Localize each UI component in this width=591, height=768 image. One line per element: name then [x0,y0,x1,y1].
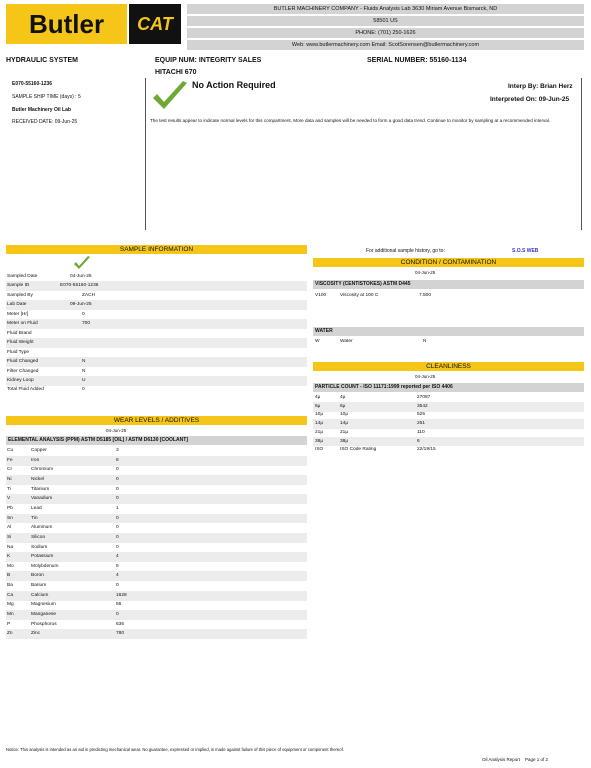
sample-info-value: 0 [82,387,85,393]
element-name: Boron [31,573,44,579]
particle-code: ISO [315,447,324,453]
interp-comment: The test results appear to indicate normal levels for this compartment. More data and samples will be needed to form a good data trend. Continue to monitor by sampling at a recommended interval. [150,118,551,123]
butler-cat-logo [6,4,181,44]
sample-info-label: Meter on Fluid [7,321,38,327]
sample-info-value: N [82,359,86,365]
element-row [6,523,307,533]
element-row [6,533,307,543]
element-name: Manganese [31,612,57,618]
sample-info-row [6,310,307,320]
element-row [6,494,307,504]
element-value: 4 [116,554,119,560]
element-code: Ba [7,583,13,589]
element-value: 0 [116,544,119,550]
water-value: N [423,339,427,344]
sample-info-value: 0 [82,311,85,317]
particle-value: 6 [417,438,420,444]
element-code: Ca [7,592,14,598]
lab-phone: PHONE: (701) 250-1626 [187,28,584,38]
particle-header: PARTICLE COUNT - ISO 11171:1999 reported per ISO 4406 [313,383,584,392]
element-code: Si [7,534,12,540]
sample-info-row [6,272,307,282]
element-code: Al [7,525,12,531]
sample-info-label: Fluid Brand [7,330,32,336]
element-name: Nickel [31,476,45,482]
sample-info-row [6,338,307,348]
particle-value: 27087 [417,395,431,400]
particle-name: 10μ [340,412,349,418]
element-name: Magnesium [31,602,56,608]
element-row [6,485,307,495]
element-name: Tin [31,515,38,521]
element-row [6,446,307,456]
element-name: Molybdenum [31,563,59,569]
footer-notice: Notice: This analysis is intended as an aid in predicting mechanical wear. No guarantee, expressed or implied, is made against failure of this piece of equipment or component thereof. [6,747,344,752]
water-row [313,337,584,347]
element-row [6,562,307,572]
sample-info-row [6,291,307,301]
status-text: No Action Required [192,80,276,90]
element-code: K [7,554,11,560]
condition-title: CONDITION / CONTAMINATION [313,258,584,267]
element-code: Mg [7,602,14,608]
system-title: HYDRAULIC SYSTEM [6,57,78,64]
element-name: Barium [31,583,47,589]
sample-info-row [6,329,307,339]
element-name: Iron [31,457,40,463]
cat-logo [129,4,181,44]
water-name: Water [340,339,353,344]
element-row [6,600,307,610]
serial-number: SERIAL NUMBER: 55160-1134 [367,57,467,64]
history-text: For additional sample history, go to: [366,248,445,254]
element-row [6,552,307,562]
sample-info-row [6,319,307,329]
element-row [6,543,307,553]
element-code: Ni [7,476,12,482]
element-row [6,581,307,591]
element-row [6,629,307,639]
viscosity-value: 7.500 [419,293,432,298]
butler-logo [6,4,127,44]
particle-code: 4μ [315,395,321,400]
element-value: 636 [116,621,125,627]
element-name: Calcium [31,592,49,598]
sample-info-label: Filter Changed [7,368,39,374]
element-value: 0 [116,612,119,618]
element-row [6,591,307,601]
particle-value: 525 [417,412,426,418]
element-name: Chromium [31,467,54,473]
element-value: 0 [116,486,119,492]
element-value: 5 [116,563,119,569]
sample-info-label: Sampled By [7,292,33,298]
interp-divider-right [581,78,582,230]
element-name: Copper [31,448,47,453]
element-code: Pb [7,505,13,511]
particle-name: 6μ [340,403,346,409]
cat-logo-text: CAT [137,13,173,34]
particle-value: 251 [417,421,426,427]
element-code: B [7,573,11,579]
element-name: Potassium [31,554,54,560]
sample-info-value: 09-Jun-25 [70,302,92,308]
sample-info-value: E070-55160-1236 [60,283,99,289]
sample-info-value: 700 [82,321,91,327]
particle-value: 3542 [417,403,428,409]
element-code: Na [7,544,14,550]
elemental-header: ELEMENTAL ANALYSIS (PPM) ASTM D5185 [OIL] / ASTM D6130 [COOLANT] [6,436,307,445]
particle-name: 4μ [340,395,346,400]
element-code: Cr [7,467,13,473]
element-name: Sodium [31,544,48,550]
element-value: 0 [116,583,119,589]
element-row [6,571,307,581]
butler-logo-text: Butler [28,8,105,39]
sample-info-label: Fluid Type [7,349,30,355]
particle-code: 14μ [315,421,324,427]
sample-info-row [6,300,307,310]
sample-info-row [6,348,307,358]
element-code: Mo [7,563,14,569]
water-code: W [315,339,320,344]
element-value: 780 [116,631,125,637]
lab-name: Butler Machinery Oil Lab [12,107,71,113]
element-name: Titanium [31,486,50,492]
element-value: 3 [116,448,119,453]
element-row [6,465,307,475]
lab-web: Web: www.butlermachinery.com Email: ScotSorensen@butlermachinery.com [187,40,584,50]
wear-date: 04-Jun-25 [106,428,127,433]
element-value: 0 [116,525,119,531]
sample-info-value: 04-Jun-25 [70,274,92,279]
interp-by: Interp By: Brian Herz [508,83,573,90]
equip-model: HITACHI 670 [155,69,197,76]
particle-code: 6μ [315,403,321,409]
sample-info-label: Lab Date [7,302,27,308]
interp-on: Interpreted On: 09-Jun-25 [490,96,570,103]
element-value: 4 [116,573,119,579]
sample-info-label: Total Fluid Added [7,387,44,393]
element-name: Lead [31,505,42,511]
element-row [6,475,307,485]
element-code: Cu [7,448,14,453]
particle-name: 38μ [340,438,349,444]
sample-info-label: Meter [Hr] [7,311,29,317]
element-code: Ti [7,486,11,492]
element-value: 8 [116,457,119,463]
viscosity-name: Viscosity at 100 C [340,293,379,298]
sos-web-link[interactable]: S.O.S WEB [512,248,539,254]
sample-info-row [6,367,307,377]
element-row [6,610,307,620]
viscosity-row [313,291,584,301]
particle-name: ISO Code Rating [340,447,377,453]
element-value: 0 [116,515,119,521]
cleanliness-title: CLEANLINESS [313,362,584,371]
element-value: 0 [116,476,119,482]
particle-code: 10μ [315,412,324,418]
sample-info-label: Fluid Weight [7,340,34,346]
particle-value: 110 [417,429,425,435]
check-icon [151,80,189,112]
element-name: Aluminum [31,525,53,531]
lab-address: BUTLER MACHINERY COMPANY - Fluids Analysis Lab 3630 Miriam Avenue Bismarck, ND [187,4,584,14]
wear-title: WEAR LEVELS / ADDITIVES [6,416,307,425]
page-indicator: Oil Analysis Report Page 1 of 2 [482,757,549,762]
element-name: Vanadium [31,496,53,502]
sample-info-value: U [82,377,86,383]
element-code: Fe [7,457,13,463]
cleanliness-date: 04-Jun-25 [415,374,436,379]
water-header: WATER [313,327,584,336]
element-code: Sn [7,515,13,521]
sample-info-title: SAMPLE INFORMATION [6,245,307,254]
sample-info-label: Sampled Date [7,274,38,279]
element-row [6,514,307,524]
particle-code: 21μ [315,429,324,435]
sample-info-row [6,357,307,367]
sample-info-value: ZACH [82,292,96,298]
sample-info-row [6,376,307,386]
element-name: Zinc [31,631,41,637]
received-date: RECEIVED DATE: 09-Jun-25 [12,119,78,125]
element-code: Zn [7,631,13,637]
sample-info-label: Kidney Loop [7,377,34,383]
element-code: V [7,496,11,502]
element-code: P [7,621,11,627]
particle-row [313,445,584,455]
equip-num: EQUIP NUM: INTEGRITY SALES [155,57,262,64]
viscosity-header: VISCOSITY (CENTISTOKES) ASTM D445 [313,280,584,289]
sample-info-label: Sample ID [7,283,30,289]
viscosity-code: V100 [315,293,327,298]
particle-name: 21μ [340,429,349,435]
element-value: 56 [116,602,122,608]
element-name: Phosphorus [31,621,57,627]
element-code: Mn [7,612,14,618]
sample-info-label: Fluid Changed [7,359,39,365]
element-value: 0 [116,467,119,473]
element-value: 1628 [116,592,127,598]
particle-value: 22/19/15 [417,447,436,453]
sample-check-icon [73,256,91,270]
sample-info-row [6,385,307,395]
element-name: Silicon [31,534,46,540]
ship-time: SAMPLE SHIP TIME (days) : 5 [12,94,81,100]
lab-zip: 58501 US [187,16,584,26]
particle-code: 38μ [315,438,324,444]
particle-name: 14μ [340,421,349,427]
condition-date: 04-Jun-25 [415,270,436,275]
sample-id: E070-55160-1236 [12,81,53,87]
element-row [6,456,307,466]
element-row [6,620,307,630]
element-value: 0 [116,534,119,540]
interp-divider-left [145,78,146,230]
sample-info-value: N [82,368,86,374]
element-row [6,504,307,514]
sample-info-row [6,281,307,291]
element-value: 1 [116,505,119,511]
element-value: 0 [116,496,119,502]
